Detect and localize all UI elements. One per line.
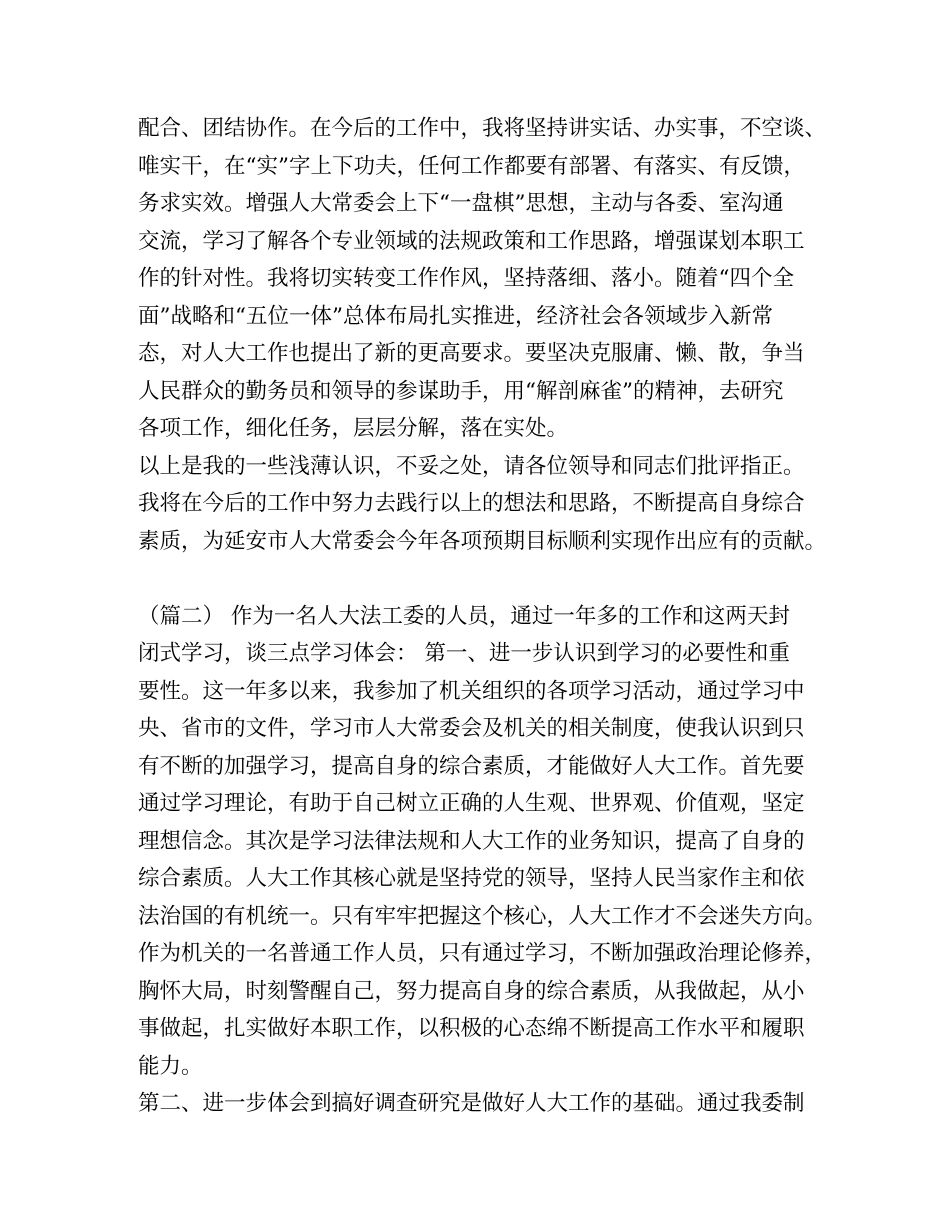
text-line: 事做起，扎实做好本职工作，以积极的心态绵不断提高工作水平和履职 bbox=[138, 1016, 805, 1041]
text-line: 综合素质。人大工作其核心就是坚持党的领导，坚持人民当家作主和依 bbox=[138, 866, 805, 891]
paragraph-gap bbox=[138, 560, 838, 598]
text-line: 法治国的有机统一。只有牢牢把握这个核心，人大工作才不会迷失方向。 bbox=[138, 903, 827, 929]
text-line: 我将在今后的工作中努力去践行以上的想法和思路，不断提高自身综合 bbox=[138, 491, 805, 516]
text-line: 第二、进一步体会到搞好调查研究是做好人大工作的基础。通过我委制 bbox=[138, 1091, 805, 1116]
text-line: （篇二） 作为一名人大法工委的人员，通过一年多的工作和这两天封 bbox=[138, 603, 790, 629]
text-line: 作的针对性。我将切实转变工作作风，坚持落细、落小。随着“四个全 bbox=[138, 266, 794, 291]
section-two bbox=[138, 598, 838, 1123]
document-body bbox=[138, 110, 838, 1123]
text-line: 能力。 bbox=[138, 1053, 203, 1079]
text-line: 央、省市的文件，学习市人大常委会及机关的相关制度，使我认识到只 bbox=[138, 716, 805, 741]
text-line: 面”战略和“五位一体”总体布局扎实推进，经济社会各领域步入新常 bbox=[138, 303, 773, 329]
text-line: 理想信念。其次是学习法律法规和人大工作的业务知识，提高了自身的 bbox=[138, 828, 805, 854]
section-one bbox=[138, 110, 838, 560]
text-line: 通过学习理论，有助于自己树立正确的人生观、世界观、价值观，坚定 bbox=[138, 791, 805, 816]
text-line: 态，对人大工作也提出了新的更高要求。要坚决克服庸、懒、散，争当 bbox=[138, 341, 805, 366]
text-line: 各项工作，细化任务，层层分解，落在实处。 bbox=[138, 416, 569, 441]
text-line: 素质，为延安市人大常委会今年各项预期目标顺利实现作出应有的贡献。 bbox=[138, 528, 827, 554]
text-line: 闭式学习，谈三点学习体会： 第一、进一步认识到学习的必要性和重 bbox=[138, 641, 790, 666]
text-line: 胸怀大局，时刻警醒自己，努力提高自身的综合素质，从我做起，从小 bbox=[138, 978, 805, 1004]
text-line: 以上是我的一些浅薄认识，不妥之处，请各位领导和同志们批评指正。 bbox=[138, 453, 805, 479]
text-line: 有不断的加强学习，提高自身的综合素质，才能做好人大工作。首先要 bbox=[138, 753, 805, 779]
text-line: 交流，学习了解各个专业领域的法规政策和工作思路，增强谋划本职工 bbox=[138, 228, 805, 254]
text-line: 作为机关的一名普通工作人员，只有通过学习，不断加强政治理论修养， bbox=[138, 941, 827, 966]
text-line: 人民群众的勤务员和领导的参谋助手，用“解剖麻雀”的精神，去研究 bbox=[138, 378, 784, 404]
text-line: 唯实干，在“实”字上下功夫，任何工作都要有部署、有落实、有反馈， bbox=[138, 153, 805, 179]
text-line: 要性。这一年多以来，我参加了机关组织的各项学习活动，通过学习中 bbox=[138, 678, 805, 704]
text-line: 务求实效。增强人大常委会上下“一盘棋”思想，主动与各委、室沟通 bbox=[138, 191, 784, 216]
text-line: 配合、团结协作。在今后的工作中，我将坚持讲实话、办实事，不空谈、 bbox=[138, 116, 827, 141]
